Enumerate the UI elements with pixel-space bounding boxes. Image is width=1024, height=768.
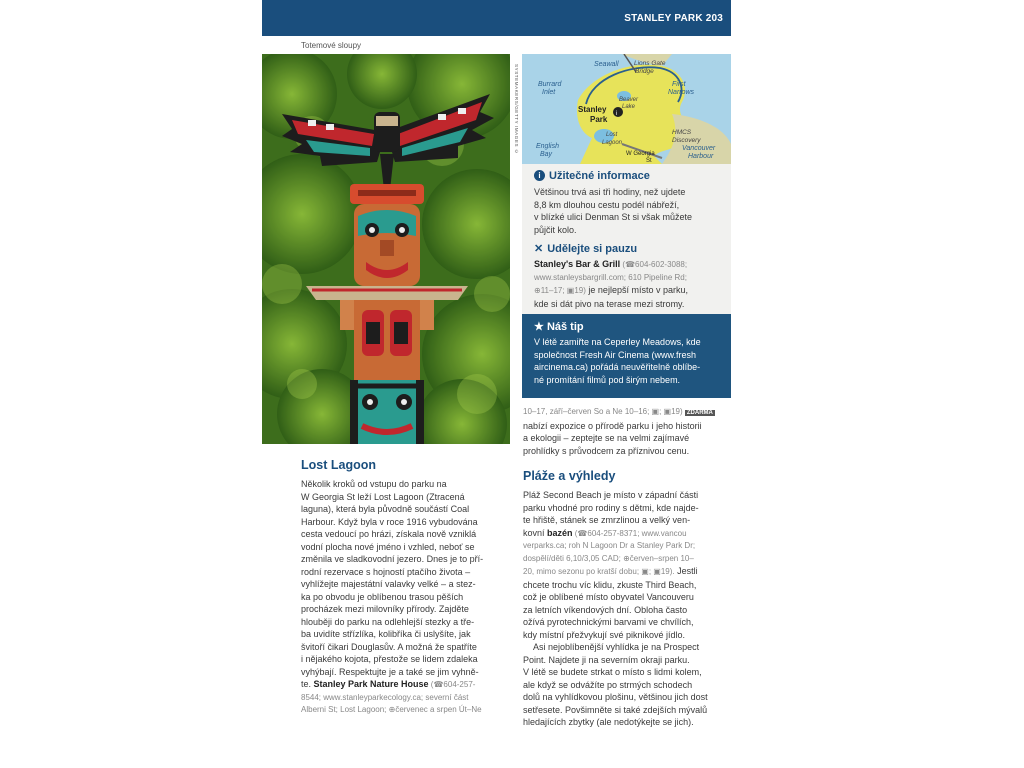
- tip-line: společnost Fresh Air Cinema (www.fresh: [534, 349, 697, 360]
- text-line: chcete trochu víc klidu, zkuste Third Beach,: [523, 579, 697, 590]
- text-fragment: te.: [301, 679, 314, 689]
- text-line: hledajících zbytky (ale nedotýkejte se jich).: [523, 717, 694, 727]
- map-label-discovery: Discovery: [672, 137, 701, 144]
- page-header-bar: [262, 0, 731, 36]
- text-line: kdy místní přežvykují své piknikové jídlo.: [523, 629, 686, 640]
- map-label-bay: Bay: [540, 151, 553, 158]
- tip-heading-text: Náš tip: [546, 321, 584, 333]
- stanley-park-map: [522, 54, 731, 164]
- text-line: změnila ve sladkovodní jezero. Dnes je to pří-: [301, 554, 484, 564]
- map-label-harbour: Harbour: [688, 153, 714, 160]
- free-badge: ZDARMA: [686, 410, 713, 416]
- pool-name: bazén: [547, 527, 573, 538]
- map-label-inlet: Inlet: [542, 89, 556, 96]
- info-line: 8,8 km dlouhou cestu podél nábřeží,: [534, 199, 680, 210]
- pool-detail: verparks.ca; roh N Lagoon Dr a Stanley Park Dr;: [523, 541, 696, 550]
- text-line: hlouběji do parku na odlehlejší stezky a tře-: [301, 616, 475, 627]
- star-icon: ★: [534, 321, 544, 333]
- map-label-lions-gate: Lions Gate: [634, 60, 666, 67]
- map-label-burrard: Burrard: [538, 81, 562, 88]
- running-header: STANLEY PARK 203: [624, 13, 723, 24]
- text-line: ka po obvodu je oblíbenou trasou pěších: [301, 591, 464, 602]
- info-sidebar-box: [522, 164, 731, 314]
- map-label-beaver: Beaver: [619, 97, 639, 103]
- text-line: nabízí expozice o přírodě parku i jeho historii: [523, 420, 702, 431]
- map-label-vancouver: Vancouver: [682, 145, 716, 152]
- text-fragment: kovní: [523, 527, 548, 538]
- totem-photo: [262, 54, 510, 444]
- text-line: dolů na vyhlídkovou plošinu, většinou jich dost: [523, 692, 708, 702]
- text-line: i nějakého kojota, přestože se lidem zdaleka: [301, 654, 478, 664]
- map-label-hmcs: HMCS: [672, 129, 692, 136]
- text-line: což je oblíbené místo obyvatel Vancouveru: [523, 592, 694, 602]
- info-line: půjčit kolo.: [534, 224, 577, 235]
- text-line: Pláž Second Beach je místo v západní části: [523, 490, 699, 500]
- svg-text:i: i: [616, 111, 618, 117]
- nature-house-phone: (☎604-257-: [428, 680, 476, 689]
- restaurant-address: www.stanleysbargrill.com; 610 Pipeline Rd;: [534, 272, 687, 282]
- tip-line: aircinema.ca) pořádá neuvěřitelně oblíbe-: [534, 362, 701, 372]
- pauza-heading: [534, 242, 637, 255]
- text-line: ožívá pyrotechnickými barvami ve chvílích,: [523, 617, 694, 627]
- pool-detail: 20, mimo sezonu po kratší dobu; ▣; ▣19).: [523, 567, 675, 576]
- map-label-lake: Lake: [622, 104, 636, 110]
- right-column-body: [523, 489, 737, 729]
- map-label-lost: Lost: [606, 132, 618, 138]
- text-line: vodní plocha nové jméno i vzhled, neboť se: [301, 541, 475, 552]
- text-line: procházek mezi milovníky přírody. Zajděte: [301, 604, 469, 614]
- pool-detail: dospělí/děti 6,10/3,05 CAD; ⊕červen–srpen 10–: [523, 553, 694, 563]
- map-label-seawall: Seawall: [594, 61, 619, 68]
- pauza-heading-text: Udělejte si pauzu: [547, 243, 638, 255]
- map-label-english: English: [536, 143, 559, 150]
- tip-body: [534, 336, 729, 386]
- map-label-st: St: [646, 158, 652, 164]
- text-line: vyhlížejte majestátní valavky velké – a stez-: [301, 579, 476, 589]
- restaurant-phone: (☎604-602-3088;: [620, 260, 688, 269]
- map-label-narrows: Narrows: [668, 89, 695, 96]
- photo-caption: Totemové sloupy: [301, 41, 362, 50]
- text-line: vyhýbají. Respektujte je a také se jim vyhně-: [301, 666, 479, 677]
- text-line: cesta vedoucí po hrázi, získala nově vzniklá: [301, 529, 477, 539]
- nature-house-detail: Alberni St; Lost Lagoon; ⊕červenec a srpen Út–Ne: [301, 705, 482, 714]
- tip-line: V létě zamiřte na Ceperley Meadows, kde: [534, 337, 701, 347]
- text-line: rodní rezervace s hojností ptačího života –: [301, 566, 471, 577]
- text-fragment: Jestli: [674, 566, 698, 576]
- map-label-w-georgia: W Georgia: [626, 151, 655, 157]
- tip-box: [522, 314, 731, 398]
- photo-credit: SYSTEMAKERS/GETTY IMAGES ©: [514, 64, 519, 155]
- text-line: te hřiště, stánek se zmrzlinou a velký ven-: [523, 515, 691, 525]
- restaurant-desc: je nejlepší místo v parku,: [585, 285, 688, 295]
- pool-phone: (☎604-257-8371; www.vancou: [572, 528, 687, 538]
- pauza-body: [534, 258, 729, 310]
- right-column-top: [523, 405, 733, 457]
- info-line: v blízké ulici Denman St si však můžete: [534, 212, 693, 222]
- map-label-park: Park: [590, 115, 608, 124]
- text-line: Asi nejoblíbenější vyhlídka je na Prospect: [533, 642, 700, 652]
- info-line: Většinou trvá asi tři hodiny, než ujdete: [534, 187, 686, 197]
- heading-beaches: Pláže a výhledy: [523, 469, 616, 483]
- info-heading: [534, 170, 650, 182]
- text-line: ale když se odvážíte po strmých schodech: [523, 679, 693, 690]
- totem-illustration: [262, 54, 510, 444]
- text-line: Harbour. Když byla v roce 1916 vybudována: [301, 516, 478, 527]
- text-line: Několik kroků od vstupu do parku na: [301, 479, 447, 489]
- text-line: švitoří čikari Douglasův. A možná že spatříte: [301, 641, 477, 652]
- text-line: Point. Najdete ji na severním okraji parku.: [523, 654, 690, 665]
- restaurant-desc-2: kde si dát pivo na terase mezi stromy.: [534, 298, 685, 309]
- map-label-lagoon: Lagoon: [602, 140, 623, 146]
- text-line: za letních víkendových dní. Obloha často: [523, 604, 688, 615]
- map-illustration: [522, 54, 731, 164]
- map-label-stanley: Stanley: [578, 105, 607, 114]
- text-line: a ekologii – zeptejte se na velmi zajímavé: [523, 433, 690, 443]
- heading-lost-lagoon: Lost Lagoon: [301, 458, 376, 472]
- info-heading-text: Užitečné informace: [549, 170, 650, 182]
- tip-heading: [534, 320, 584, 333]
- text-line: setřesete. Povšimněte si také zdejších mývalů: [523, 704, 708, 715]
- tip-line: né promítání filmů pod širým nebem.: [534, 374, 681, 385]
- text-line: ba uvidíte střízlíka, kolibříka či uslyšíte, jak: [301, 629, 471, 639]
- text-line: V létě se budete strkat o místo s lidmi kolem,: [523, 667, 702, 677]
- text-line: laguna), která byla původně součástí Coal: [301, 504, 470, 514]
- map-label-bridge: Bridge: [635, 68, 654, 75]
- text-line: parku vhodné pro rodiny s dětmi, kde najde-: [523, 502, 699, 513]
- text-line: W Georgia St leží Lost Lagoon (Ztracená: [301, 491, 465, 502]
- fork-knife-icon: ✕: [534, 243, 544, 255]
- map-label-first: First: [672, 81, 686, 88]
- text-line: prohlídky s průvodcem za příznivou cenu.: [523, 445, 690, 456]
- nature-house-hours: 10–17, září–červen So a Ne 10–16; ▣; ▣19): [523, 407, 685, 416]
- info-icon: i: [534, 170, 545, 181]
- nature-house-detail: 8544; www.stanleyparkecology.ca; severní část: [301, 692, 469, 702]
- left-column-body: [301, 478, 513, 717]
- restaurant-hours: ⊕11–17; ▣19): [534, 286, 586, 295]
- nature-house-name: Stanley Park Nature House: [313, 679, 429, 689]
- info-body: [534, 186, 729, 236]
- restaurant-name: Stanley's Bar & Grill: [534, 259, 621, 269]
